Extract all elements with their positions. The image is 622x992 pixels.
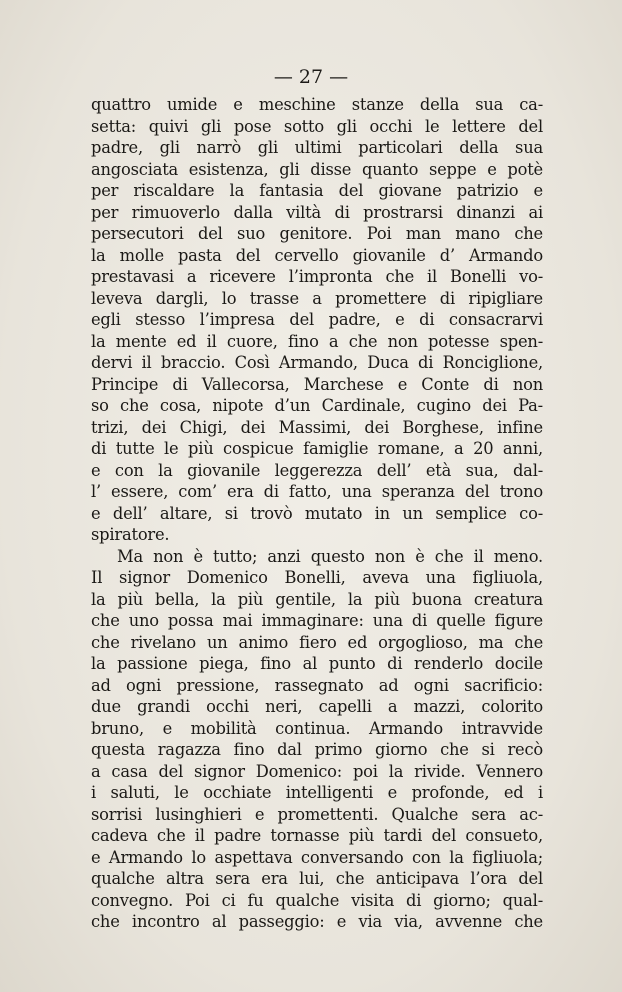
text-line: persecutori del suo genitore. Poi man mano che (91, 224, 543, 243)
text-line: per rimuoverlo dalla viltà di prostrarsi dinanzi ai (91, 202, 543, 222)
text-line: che uno possa mai immaginare: una di quelle figure (91, 611, 543, 630)
text-line: la passione piega, fino al punto di renderlo docile (91, 654, 543, 673)
text-line: angosciata esistenza, gli disse quanto seppe e potè (91, 159, 543, 179)
text-line: spiratore. (91, 525, 170, 544)
text-line: la mente ed il cuore, fino a che non potesse spen- (91, 331, 543, 351)
text-line: prestavasi a ricevere l’impronta che il Bonelli vo- (91, 267, 543, 286)
text-line: questa ragazza fino dal primo giorno che si recò (91, 740, 543, 759)
text-line: dervi il braccio. Così Armando, Duca di Ronciglione, (91, 353, 543, 372)
text-line: due grandi occhi neri, capelli a mazzi, colorito (91, 697, 543, 716)
text-line: l’ essere, com’ era di fatto, una speranza del trono (91, 482, 543, 501)
text-line: e con la giovanile leggerezza dell’ età sua, dal- (91, 460, 543, 480)
text-line: sorrisi lusinghieri e promettenti. Qualche sera ac- (91, 804, 543, 824)
text-line: Il signor Domenico Bonelli, aveva una figliuola, (91, 568, 543, 587)
text-line: di tutte le più cospicue famiglie romane, a 20 anni, (91, 439, 543, 458)
text-line: trizi, dei Chigi, dei Massimi, dei Borghese, infine (91, 417, 543, 437)
text-line: bruno, e mobilità continua. Armando intravvide (91, 718, 543, 738)
text-line: qualche altra sera era lui, che anticipava l’ora del (91, 869, 543, 888)
text-line: egli stesso l’impresa del padre, e di consacrarvi (91, 310, 543, 329)
text-line: setta: quivi gli pose sotto gli occhi le lettere del (91, 116, 543, 136)
text-line: convegno. Poi ci fu qualche visita di giorno; qual- (91, 890, 543, 910)
page-number: — 27 — (273, 66, 349, 88)
text-line: per riscaldare la fantasia del giovane patrizio e (91, 181, 543, 200)
body-text (91, 94, 543, 933)
text-line: Principe di Vallecorsa, Marchese e Conte di non (91, 374, 543, 394)
text-line: i saluti, le occhiate intelligenti e profonde, ed i (91, 783, 543, 802)
text-line: padre, gli narrò gli ultimi particolari della sua (91, 138, 543, 157)
text-line: la molle pasta del cervello giovanile d’ Armando (91, 245, 543, 265)
text-line: e Armando lo aspettava conversando con la figliuola; (91, 847, 543, 867)
text-line: la più bella, la più gentile, la più buona creatura (91, 589, 543, 609)
text-line: Ma non è tutto; anzi questo non è che il meno. (117, 546, 543, 566)
text-line: e dell’ altare, si trovò mutato in un semplice co- (91, 503, 543, 523)
text-line: a casa del signor Domenico: poi la rivide. Vennero (91, 761, 543, 781)
text-line: che rivelano un animo fiero ed orgoglioso, ma che (91, 632, 543, 652)
text-line: so che cosa, nipote d’un Cardinale, cugino dei Pa- (91, 396, 543, 415)
text-line: che incontro al passeggio: e via via, avvenne che (91, 912, 543, 931)
text-line: ad ogni pressione, rassegnato ad ogni sacrificio: (91, 675, 543, 695)
text-line: cadeva che il padre tornasse più tardi del consueto, (91, 826, 543, 845)
text-line: leveva dargli, lo trasse a promettere di ripigliare (91, 288, 543, 308)
text-line: quattro umide e meschine stanze della sua ca- (91, 95, 543, 114)
